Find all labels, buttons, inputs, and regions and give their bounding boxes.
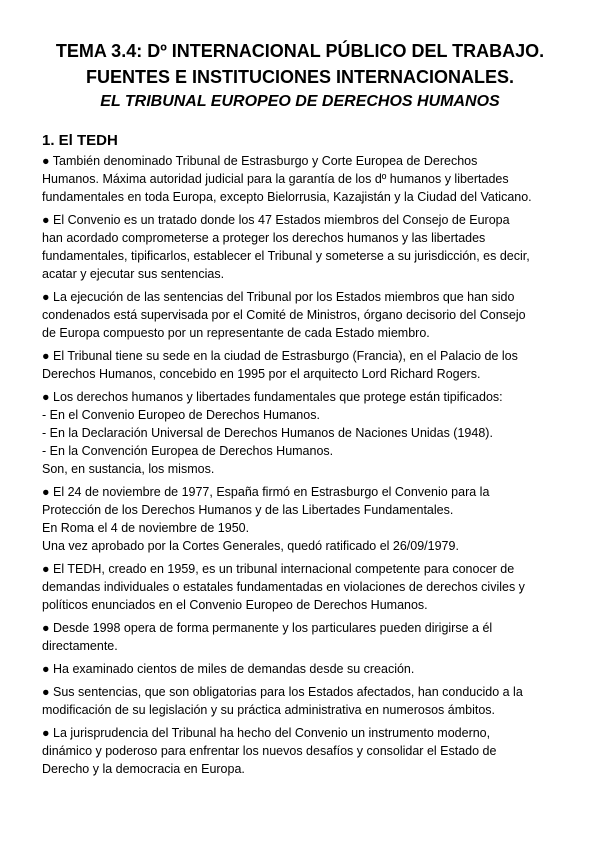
paragraph <box>42 288 562 342</box>
paragraph <box>42 660 562 678</box>
paragraph-line: ● El Convenio es un tratado donde los 47 Estados miembros del Consejo de Europa <box>42 213 510 227</box>
paragraph-line: acatar y ejecutar sus sentencias. <box>42 267 225 281</box>
paragraph-line: ● Ha examinado cientos de miles de demandas desde su creación. <box>42 662 415 676</box>
paragraph-line: ● El TEDH, creado en 1959, es un tribunal internacional competente para conocer de <box>42 562 515 576</box>
subtitle: EL TRIBUNAL EUROPEO DE DERECHOS HUMANOS <box>100 93 500 110</box>
paragraph-line: Humanos. Máxima autoridad judicial para la garantía de los dº humanos y libertades <box>42 172 509 186</box>
paragraph-line: En Roma el 4 de noviembre de 1950. <box>42 521 250 535</box>
paragraph-line: ● El 24 de noviembre de 1977, España firmó en Estrasburgo el Convenio para la <box>42 485 490 499</box>
paragraph-line: fundamentales en toda Europa, excepto Bielorrusia, Kazajistán y la Ciudad del Vaticano. <box>42 190 532 204</box>
paragraph-line: Derechos Humanos, concebido en 1995 por el arquitecto Lord Richard Rogers. <box>42 367 481 381</box>
paragraph-line: de Europa compuesto por un representante de cada Estado miembro. <box>42 326 430 340</box>
section-heading: 1. El TEDH <box>42 132 118 149</box>
body-text <box>42 152 562 783</box>
title-line-1: TEMA 3.4: Dº INTERNACIONAL PÚBLICO DEL TRABAJO. <box>55 41 545 61</box>
paragraph-line: ● Desde 1998 opera de forma permanente y los particulares pueden dirigirse a él <box>42 621 493 635</box>
paragraph <box>42 619 562 655</box>
paragraph-line: directamente. <box>42 639 118 653</box>
paragraph-line: modificación de su legislación y su práctica administrativa en numerosos ámbitos. <box>42 703 495 717</box>
paragraph-line: Protección de los Derechos Humanos y de las Libertades Fundamentales. <box>42 503 454 517</box>
paragraph-line: Derecho y la democracia en Europa. <box>42 762 245 776</box>
paragraph-line: ● Sus sentencias, que son obligatorias para los Estados afectados, han conducido a la <box>42 685 523 699</box>
paragraph-line: - En la Declaración Universal de Derechos Humanos de Naciones Unidas (1948). <box>42 426 493 440</box>
paragraph <box>42 152 562 206</box>
paragraph <box>42 683 562 719</box>
paragraph-line: - En la Convención Europea de Derechos Humanos. <box>42 444 334 458</box>
paragraph-line: condenados está supervisada por el Comité de Ministros, órgano decisorio del Consejo <box>42 308 526 322</box>
paragraph-line: han acordado comprometerse a proteger los derechos humanos y las libertades <box>42 231 486 245</box>
paragraph-line: Son, en sustancia, los mismos. <box>42 462 215 476</box>
paragraph-line: demandas individuales o estatales fundamentadas en violaciones de derechos civiles y <box>42 580 525 594</box>
paragraph <box>42 483 562 555</box>
paragraph-line: ● La jurisprudencia del Tribunal ha hecho del Convenio un instrumento moderno, <box>42 726 491 740</box>
title-line-2: FUENTES E INSTITUCIONES INTERNACIONALES. <box>85 67 515 87</box>
paragraph-line: políticos enunciados en el Convenio Europeo de Derechos Humanos. <box>42 598 428 612</box>
paragraph-line: ● El Tribunal tiene su sede en la ciudad de Estrasburgo (Francia), en el Palacio de los <box>42 349 518 363</box>
paragraph <box>42 724 562 778</box>
paragraph-line: Una vez aprobado por la Cortes Generales, quedó ratificado el 26/09/1979. <box>42 539 459 553</box>
paragraph-line: dinámico y poderoso para enfrentar los nuevos desafíos y consolidar el Estado de <box>42 744 497 758</box>
paragraph-line: ● La ejecución de las sentencias del Tribunal por los Estados miembros que han sido <box>42 290 515 304</box>
paragraph <box>42 388 562 478</box>
paragraph <box>42 347 562 383</box>
paragraph-line: ● También denominado Tribunal de Estrasburgo y Corte Europea de Derechos <box>42 154 478 168</box>
paragraph-line: - En el Convenio Europeo de Derechos Humanos. <box>42 408 320 422</box>
paragraph <box>42 560 562 614</box>
paragraph-line: ● Los derechos humanos y libertades fundamentales que protege están tipificados: <box>42 390 503 404</box>
paragraph-line: fundamentales, tipificarlos, establecer el Tribunal y someterse a su jurisdicción, es decir, <box>42 249 530 263</box>
paragraph <box>42 211 562 283</box>
